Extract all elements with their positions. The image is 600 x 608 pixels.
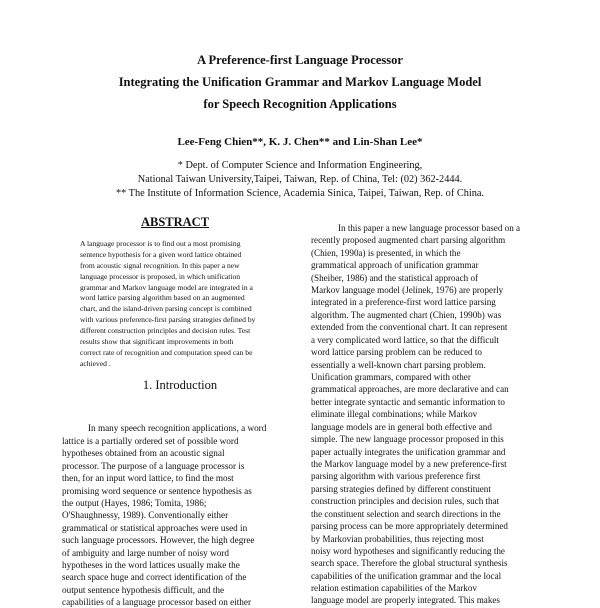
intro-line: such language processors. However, the high degree (62, 535, 255, 545)
right-line: better integrate syntactic and semantic information to (311, 397, 505, 407)
right-line: the Markov language model by a new preference-first (311, 459, 507, 469)
affiliation-1: * Dept. of Computer Science and Information Engineering, (177, 160, 423, 171)
intro-line: grammatical or statistical approaches were used in (62, 523, 248, 533)
right-line: In this paper a new language processor based on a (338, 223, 521, 233)
right-line: Markov language model (Jelinek, 1976) are properly (311, 285, 504, 295)
abstract-line: different construction principles and decision rules. Test (80, 326, 251, 335)
intro-line: of ambiguity and large number of noisy word (62, 548, 229, 558)
right-line: language models are in general both effective and (311, 422, 492, 432)
intro-line: capabilities of a language processor based on either (62, 597, 252, 607)
right-line: recently proposed augmented chart parsing algorithm (311, 235, 506, 245)
intro-line: hypotheses obtained from an acoustic signal (62, 448, 225, 458)
intro-line: O'Shaughnessy, 1989). Conventionally either (62, 510, 229, 520)
right-line: essentially a well-known chart parsing problem. (311, 360, 486, 370)
abstract-line: results show that significant improvements in both (80, 337, 234, 346)
right-line: word lattice parsing problem can be reduced to (311, 347, 482, 357)
right-line: paper actually integrates the unification grammar and (311, 447, 506, 457)
right-line: relation estimation capabilities of the Markov (311, 583, 477, 593)
abstract-line: sentence hypothesis for a given word lattice obtained (80, 250, 242, 259)
right-line: (Chien, 1990a) is presented, in which the (311, 248, 461, 258)
abstract-line: chart, and the island-driven parsing concept is combined (80, 304, 252, 313)
right-line: parsing strategies defined by different constituent (311, 484, 491, 494)
right-line: language model are properly integrated. This makes (311, 595, 500, 605)
right-line: capabilities of the unification grammar and the local (311, 571, 502, 581)
abstract-line: with various preference-first parsing strategies defined by (80, 315, 256, 324)
title-line-2: Integrating the Unification Grammar and Markov Language Model (118, 75, 482, 89)
intro-line: In many speech recognition applications, a word (88, 423, 267, 433)
right-line: the constituent selection and search directions in the (311, 509, 501, 519)
right-line: Unification grammars, compared with other (311, 372, 471, 382)
title-line-3: for Speech Recognition Applications (203, 97, 397, 111)
abstract-line: language processor is proposed, in which unification (80, 272, 241, 281)
abstract-line: correct rate of recognition and computation speed can be (80, 348, 253, 357)
right-line: by Markovian probabilities, thus rejecting most (311, 534, 484, 544)
abstract-line: achieved . (80, 359, 111, 368)
right-line: algorithm. The augmented chart (Chien, 1990b) was (311, 310, 502, 320)
intro-line: search space huge and correct identification of the (62, 572, 247, 582)
intro-line: lattice is a partially ordered set of possible word (62, 436, 239, 446)
right-line: a very complicated word lattice, so that the difficult (311, 335, 499, 345)
intro-line: hypotheses in the word lattices usually make the (62, 560, 240, 570)
abstract-line: from acoustic signal recognition. In this paper a new (80, 261, 240, 270)
abstract-line: word lattice parsing algorithm based on an augmented (80, 293, 245, 302)
intro-line: the output (Hayes, 1986; Tomita, 1986; (62, 498, 207, 508)
right-line: extended from the conventional chart. It can represent (311, 322, 508, 332)
intro-line: then, for an input word lattice, to find the most (62, 473, 234, 483)
right-line: grammatical approach of unification grammar (311, 260, 479, 270)
affiliation-2: National Taiwan University,Taipei, Taiwan, Rep. of China, Tel: (02) 362-2444. (137, 174, 463, 185)
abstract-heading: ABSTRACT (140, 215, 210, 229)
authors: Lee-Feng Chien**, K. J. Chen** and Lin-Shan Lee* (177, 136, 423, 148)
right-line: integrated in a preference-first word lattice parsing (311, 297, 496, 307)
title-line-1: A Preference-first Language Processor (197, 53, 403, 67)
right-line: (Sheiber, 1986) and the statistical approach of (311, 273, 479, 283)
introduction-heading: 1. Introduction (142, 378, 218, 392)
right-line: simple. The new language processor proposed in this (311, 434, 504, 444)
abstract-line: grammar and Markov language model are integrated in a (80, 283, 253, 292)
intro-line: promising word sequence or sentence hypothesis as (62, 486, 252, 496)
right-line: construction principles and decision rules, such that (311, 496, 500, 506)
intro-line: processor. The purpose of a language processor is (62, 461, 245, 471)
affiliation-3: ** The Institute of Information Science, Academia Sinica, Taipei, Taiwan, Rep. of China. (115, 188, 484, 199)
abstract-line: A language processor is to find out a most promising (80, 239, 241, 248)
right-line: parsing algorithm with various preference first (311, 471, 481, 481)
right-line: eliminate illegal combinations; while Markov (311, 409, 478, 419)
right-line: grammatical approaches, are more declarative and can (311, 384, 509, 394)
right-line: search space. Therefore the global structural synthesis (311, 558, 508, 568)
right-line: parsing process can be more appropriately determined (311, 521, 508, 531)
right-line: noisy word hypotheses and significantly reducing the (311, 546, 505, 556)
intro-line: output sentence hypothesis difficult, and the (62, 585, 225, 595)
